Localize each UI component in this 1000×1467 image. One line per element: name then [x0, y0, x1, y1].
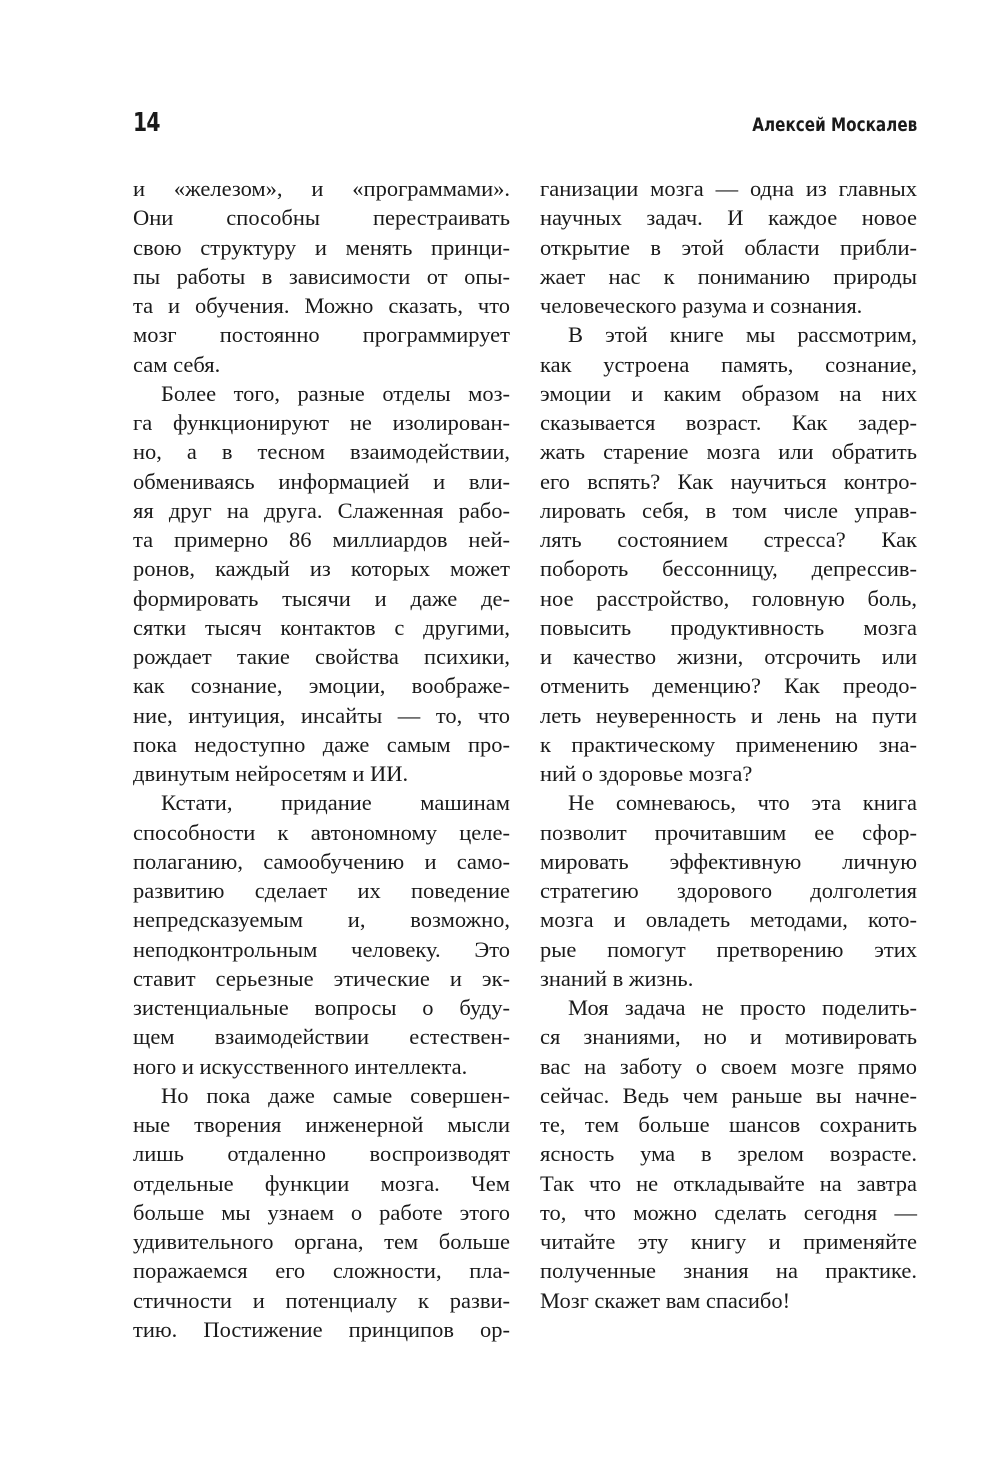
- text-line: и «железом», и «программами».: [133, 176, 510, 201]
- text-line: ное расстройство, головную боль,: [540, 585, 917, 611]
- text-line: сказывается возраст. Как задер-: [540, 410, 917, 435]
- text-line: неподконтрольным человеку. Это: [133, 936, 510, 962]
- text-line: развитию сделает их поведение: [133, 878, 510, 903]
- text-line: Мозг скажет вам спасибо!: [540, 1287, 791, 1313]
- text-line: но, а в тесном взаимодействии,: [133, 439, 510, 465]
- text-line: Они способны перестраивать: [133, 205, 510, 231]
- text-line: формировать тысячи и даже де-: [133, 585, 510, 611]
- text-line: то, что можно сделать сегодня —: [540, 1199, 917, 1225]
- text-line: больше мы узнаем о работе этого: [133, 1199, 510, 1225]
- text-line: ганизации мозга — одна из главных: [540, 176, 917, 201]
- text-line: мировать эффективную личную: [540, 848, 917, 874]
- text-line: пока недоступно даже самым про-: [133, 731, 510, 757]
- text-line: и качество жизни, отсрочить или: [540, 644, 917, 669]
- text-line: ние, интуиция, инсайты — то, что: [133, 702, 510, 728]
- text-line: позволит прочитавшим ее сфор-: [540, 819, 917, 845]
- text-line: открытие в этой области прибли-: [540, 234, 917, 260]
- text-line: полаганию, самообучению и само-: [133, 848, 510, 874]
- text-line: непредсказуемым и, возможно,: [133, 907, 510, 933]
- text-line: сейчас. Ведь чем раньше вы начне-: [540, 1082, 917, 1108]
- text-line: ся знаниями, но и мотивировать: [540, 1024, 917, 1050]
- text-line: жает нас к пониманию природы: [540, 263, 917, 289]
- text-line: знаний в жизнь.: [540, 965, 694, 991]
- text-line: Так что не откладывайте на завтра: [540, 1170, 917, 1196]
- text-line: сятки тысяч контактов с другими,: [133, 614, 510, 640]
- running-head-author: Алексей Москалев: [752, 114, 917, 136]
- text-line: отдельные функции мозга. Чем: [133, 1170, 510, 1196]
- text-line: та и обучения. Можно сказать, что: [133, 293, 510, 318]
- text-line: сам себя.: [133, 351, 221, 377]
- text-line: леть неуверенность и лень на пути: [540, 702, 917, 728]
- text-line: пы работы в зависимости от опы-: [133, 263, 510, 289]
- text-line: Не сомневаюсь, что эта книга: [568, 790, 917, 816]
- text-line: способности к автономному целе-: [133, 819, 510, 845]
- text-line: лять состоянием стресса? Как: [540, 527, 917, 552]
- text-line: свою структуру и менять принци-: [133, 234, 510, 260]
- text-line: лишь отдаленно воспроизводят: [133, 1141, 510, 1167]
- text-line: удивительного органа, тем больше: [133, 1229, 510, 1254]
- text-line: отменить деменцию? Как преодо-: [540, 673, 917, 699]
- text-line: ного и искусственного интеллекта.: [133, 1053, 468, 1079]
- text-line: В этой книге мы рассмотрим,: [568, 322, 917, 348]
- text-line: ставит серьезные этические и эк-: [133, 965, 510, 991]
- text-line: мозга и овладеть методами, кото-: [540, 907, 917, 933]
- text-line: поражаемся его сложности, пла-: [133, 1258, 510, 1284]
- text-line: научных задач. И каждое новое: [540, 205, 917, 231]
- text-line: щем взаимодействии естествен-: [133, 1024, 510, 1050]
- text-line: полученные знания на практике.: [540, 1258, 917, 1284]
- running-header: [133, 108, 917, 148]
- text-line: стичности и потенциалу к разви-: [133, 1287, 510, 1313]
- text-line: обмениваясь информацией и вли-: [133, 468, 510, 494]
- text-line: читайте эту книгу и применяйте: [540, 1229, 917, 1254]
- text-column-right: [540, 174, 917, 1315]
- text-line: рые помогут претворению этих: [540, 936, 917, 962]
- text-column-left: [133, 174, 510, 1344]
- text-line: Более того, разные отделы моз-: [161, 380, 510, 406]
- text-line: ний о здоровье мозга?: [540, 761, 753, 786]
- text-line: та примерно 86 миллиардов ней-: [133, 527, 510, 552]
- text-line: зистенциальные вопросы о буду-: [133, 995, 510, 1020]
- text-line: ные творения инженерной мысли: [133, 1112, 510, 1137]
- text-line: вас на заботу о своем мозге прямо: [540, 1053, 917, 1079]
- text-line: к практическому применению зна-: [540, 731, 917, 757]
- text-line: эмоции и каким образом на них: [540, 380, 917, 406]
- text-line: яя друг на друга. Слаженная рабо-: [133, 497, 510, 523]
- text-line: стратегию здорового долголетия: [540, 878, 917, 903]
- text-line: рождает такие свойства психики,: [133, 644, 510, 669]
- text-line: как устроена память, сознание,: [540, 351, 917, 377]
- text-line: те, тем больше шансов сохранить: [540, 1112, 917, 1137]
- text-line: Но пока даже самые совершен-: [161, 1082, 510, 1108]
- text-line: лировать себя, в том числе управ-: [540, 497, 917, 523]
- text-line: повысить продуктивность мозга: [540, 614, 917, 640]
- text-line: его вспять? Как научиться контро-: [540, 468, 917, 494]
- text-line: ясность ума в зрелом возрасте.: [540, 1141, 917, 1167]
- text-line: человеческого разума и сознания.: [540, 293, 863, 318]
- text-line: тию. Постижение принципов ор-: [133, 1316, 510, 1342]
- text-line: Моя задача не просто поделить-: [568, 995, 917, 1020]
- text-line: мозг постоянно программирует: [133, 322, 510, 348]
- text-line: двинутым нейросетям и ИИ.: [133, 761, 409, 786]
- text-line: ронов, каждый из которых может: [133, 556, 510, 582]
- text-line: га функционируют не изолирован-: [133, 410, 510, 435]
- text-line: Кстати, придание машинам: [161, 790, 510, 816]
- text-line: жать старение мозга или обратить: [540, 439, 917, 465]
- text-line: как сознание, эмоции, воображе-: [133, 673, 510, 699]
- text-line: побороть бессонницу, депрессив-: [540, 556, 917, 582]
- page-number: 14: [133, 108, 160, 138]
